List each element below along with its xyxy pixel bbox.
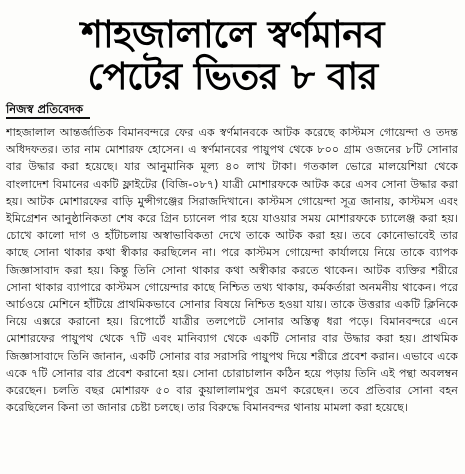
article-body-paragraph: শাহজালাল আন্তর্জাতিক বিমানবন্দরে ফের এক স্বর্ণমানবকে আটক করেছে কাস্টমস গোয়েন্দা ও তদন্ত অধিদফতর। তার নাম মোশারফ হোসেন। এ স্বর্ণমানবের পায়ুপথ থেকে ৮০০ গ্রাম ওজনের ৮টি সোনার বার উদ্ধার করা হয়েছে। যার আনুমানিক মূল্য ৪০ লাখ টাকা। গতকাল ভোরে মালয়েশিয়া থেকে বাংলাদেশ বিমানের একটি ফ্লাইটের (বিজি-০৮৭) যাত্রী মোশারফকে আটক করে এসব সোনা উদ্ধার করা হয়। আটক মোশারফের বাড়ি মুন্সীগঞ্জের সিরাজদিখানে। কাস্টমস গোয়েন্দা সূত্র জানায়, কাস্টমস এবং ইমিগ্রেশন আনুষ্ঠানিকতা শেষ করে গ্রিন চ্যানেল পার হয়ে যাওয়ার সময় মোশারফকে চ্যালেঞ্জ করা হয়। চোখে কালো দাগ ও হাঁটাচলায় অস্বাভাবিকতা দেখে তাকে আটক করা হয়। তবে কোনোভাবেই তার কাছে সোনা থাকার কথা স্বীকার করছিলেন না। পরে কাস্টমস গোয়েন্দা কার্যালয়ে নিয়ে তাকে ব্যাপক জিজ্ঞাসাবাদ করা হয়। কিন্তু তিনি সোনা থাকার কথা অস্বীকার করতে থাকেন। আটক ব্যক্তির শরীরে সোনা থাকার ব্যাপারে কাস্টমস গোয়েন্দার কাছে নিশ্চিত তথ্য থাকায়, কর্মকর্তারা অনমনীয় থাকেন। পরে আর্চওয়ে মেশিনে হাঁটিয়ে প্রাথমিকভাবে সোনার বিষয়ে নিশ্চিত হওয়া যায়। তাকে উত্তরার একটি ক্লিনিকে নিয়ে এক্সরে করানো হয়। রিপোর্টে যাত্রীর তলপেটে সোনার অস্তিত্ব ধরা পড়ে। বিমানবন্দরে এনে মোশারফের পায়ুপথ থেকে ৭টি এবং মানিব্যাগ থেকে একটি সোনার বার উদ্ধার করা হয়। প্রাথমিক জিজ্ঞাসাবাদে তিনি জানান, একটি সোনার বার সরাসরি পায়ুপথ দিয়ে শরীরে প্রবেশ করান। এভাবে একে একে ৭টি সোনার বার প্রবেশ করানো হয়। সোনা চোরাচালান কঠিন হয়ে পড়ায় তিনি এই পন্থা অবলম্বন করেছেন। চলতি বছর মোশারফ ৫০ বার কুয়ালালামপুর ভ্রমণ করেছেন। তবে প্রতিবার সোনা বহন করেছিলেন কিনা তা জানার চেষ্টা চলছে। তার বিরুদ্ধে বিমানবন্দর থানায় মামলা করা হয়েছে। [6,126,458,415]
byline-underline [6,117,90,119]
headline-line-1: শাহজালালে স্বর্ণমানব [81,13,384,56]
headline-line-2: পেটের ভিতর ৮ বার [87,55,378,98]
byline: নিজস্ব প্রতিবেদক [6,102,84,116]
article-body [6,124,458,470]
